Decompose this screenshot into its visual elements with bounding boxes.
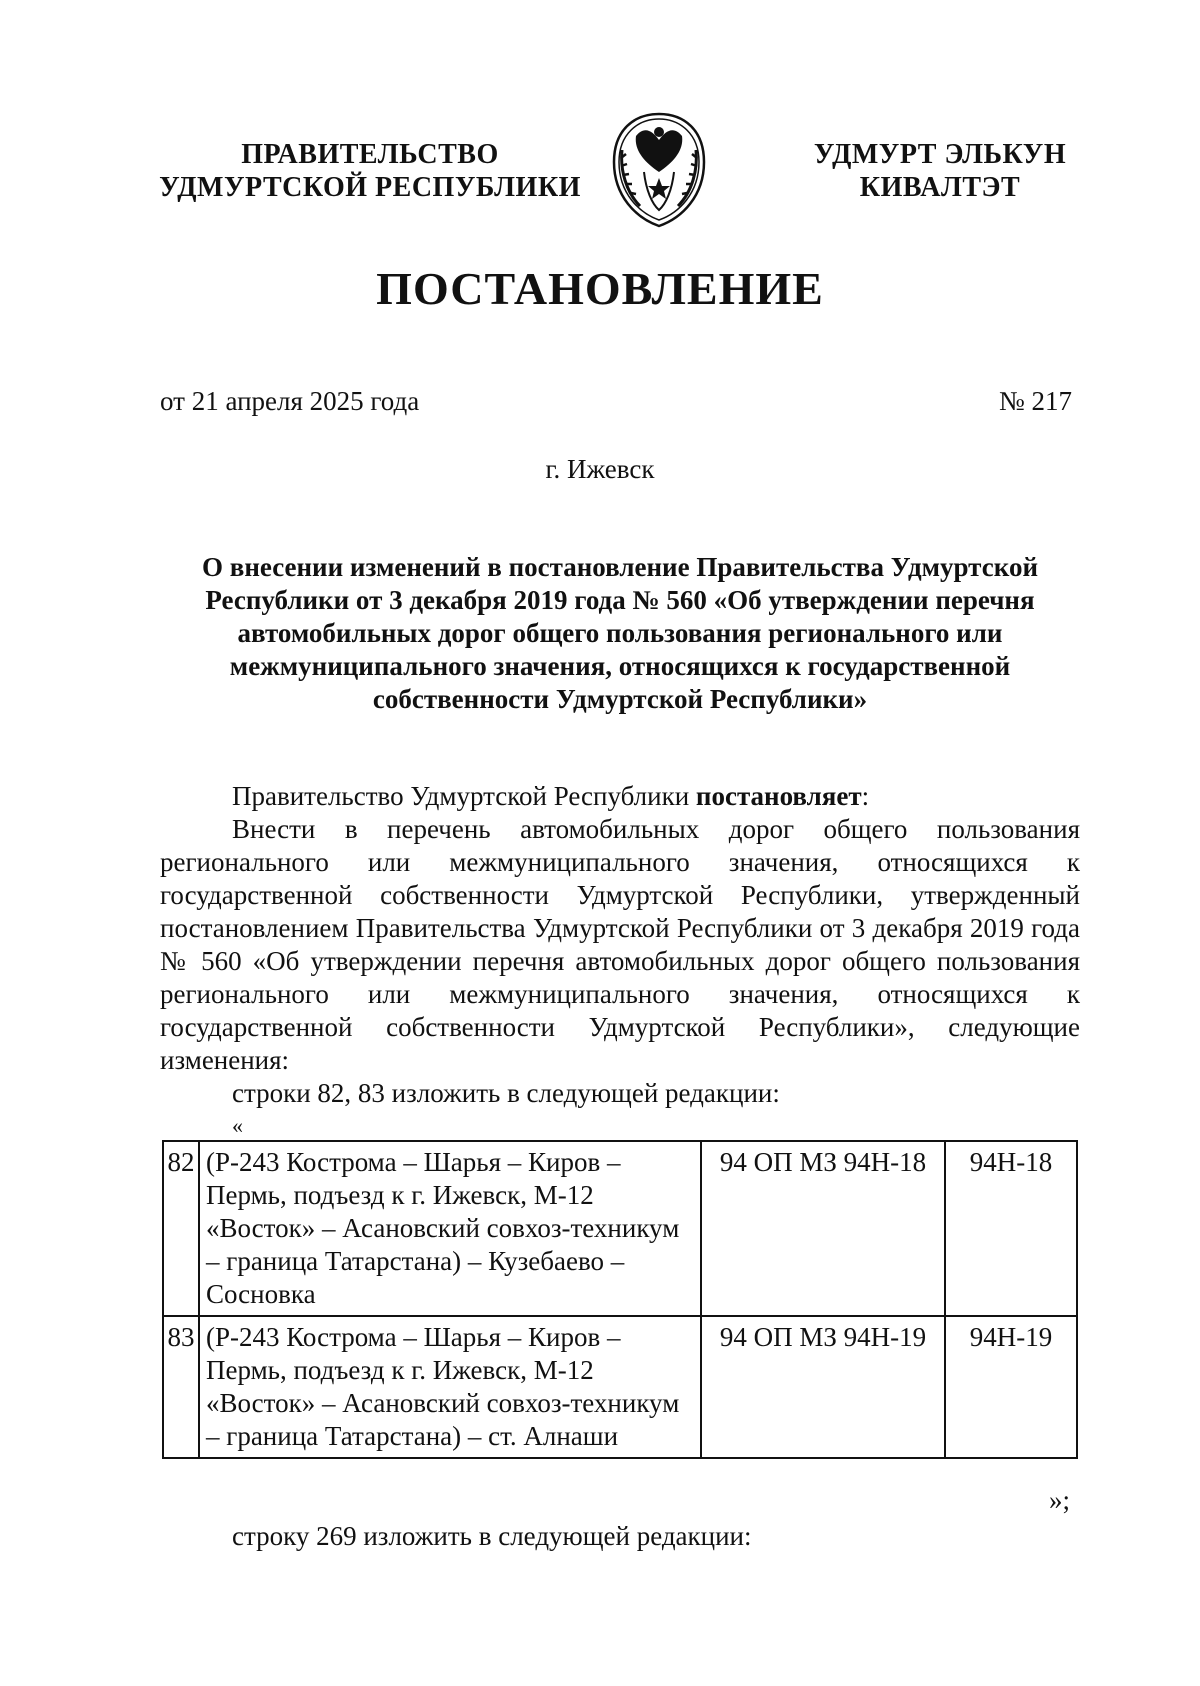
intro-text: Правительство Удмуртской Республики <box>232 781 690 811</box>
main-paragraph: Внести в перечень автомобильных дорог общего пользования регионального или межмуниципального значения, относящихся к государственной собственности Удмуртской Республики, утвержденный постановлением Правительства Удмуртской Республики от 3 декабря 2019 года № 560 «Об утверждении перечня автомобильных дорог общего пользования регионального или межмуниципального значения, относящихся к государственной собственности Удмуртской Республики», следующие изменения: <box>160 814 1080 1075</box>
document-number: № 217 <box>998 386 1072 416</box>
document-date: от 21 апреля 2025 года <box>160 386 420 416</box>
document-city: г. Ижевск <box>545 454 655 484</box>
header-left-line1: ПРАВИТЕЛЬСТВО <box>241 139 499 170</box>
document-title: ПОСТАНОВЛЕНИЕ <box>376 263 824 314</box>
table-row <box>163 1141 1077 1316</box>
table-row <box>163 1316 1077 1458</box>
intro-colon: : <box>861 781 870 811</box>
road-id-code: 94 ОП МЗ 94Н-19 <box>701 1316 945 1458</box>
intro-bold: постановляет <box>695 781 862 811</box>
document-subject: О внесении изменений в постановление Правительства Удмуртской Республики от 3 декабря 2019 года № 560 «Об утверждении перечня автомобильных дорог общего пользования регионального или межмуниципального значения, относящихся к государственной собственности Удмуртской Республики» <box>202 552 1038 714</box>
roads-table <box>162 1140 1078 1459</box>
quote-close: »; <box>1048 1485 1070 1515</box>
road-name: (Р-243 Кострома – Шарья – Киров – Пермь, подъезд к г. Ижевск, М-12 «Восток» – Асановский совхоз-техникум – граница Татарстана) – Кузебаево – Сосновка <box>199 1141 701 1316</box>
row-number: 82 <box>163 1141 199 1316</box>
road-short-code: 94Н-18 <box>945 1141 1077 1316</box>
header-right-line1: УДМУРТ ЭЛЬКУН <box>813 139 1067 170</box>
road-id-code: 94 ОП МЗ 94Н-18 <box>701 1141 945 1316</box>
header-left-line2: УДМУРТСКОЙ РЕСПУБЛИКИ <box>159 172 581 203</box>
rows-82-83-instruction: строки 82, 83 изложить в следующей редакции: <box>232 1078 780 1108</box>
header-right-line2: КИВАЛТЭТ <box>859 172 1021 203</box>
row-269-instruction: строку 269 изложить в следующей редакции: <box>232 1521 752 1551</box>
intro-paragraph <box>232 780 869 813</box>
road-name: (Р-243 Кострома – Шарья – Киров – Пермь, подъезд к г. Ижевск, М-12 «Восток» – Асановский совхоз-техникум – граница Татарстана) – ст. Алнаши <box>199 1316 701 1458</box>
coat-of-arms-icon <box>604 110 714 230</box>
row-number: 83 <box>163 1316 199 1458</box>
quote-open: « <box>232 1113 243 1138</box>
road-short-code: 94Н-19 <box>945 1316 1077 1458</box>
header-left <box>150 138 590 204</box>
header-right <box>800 138 1080 204</box>
